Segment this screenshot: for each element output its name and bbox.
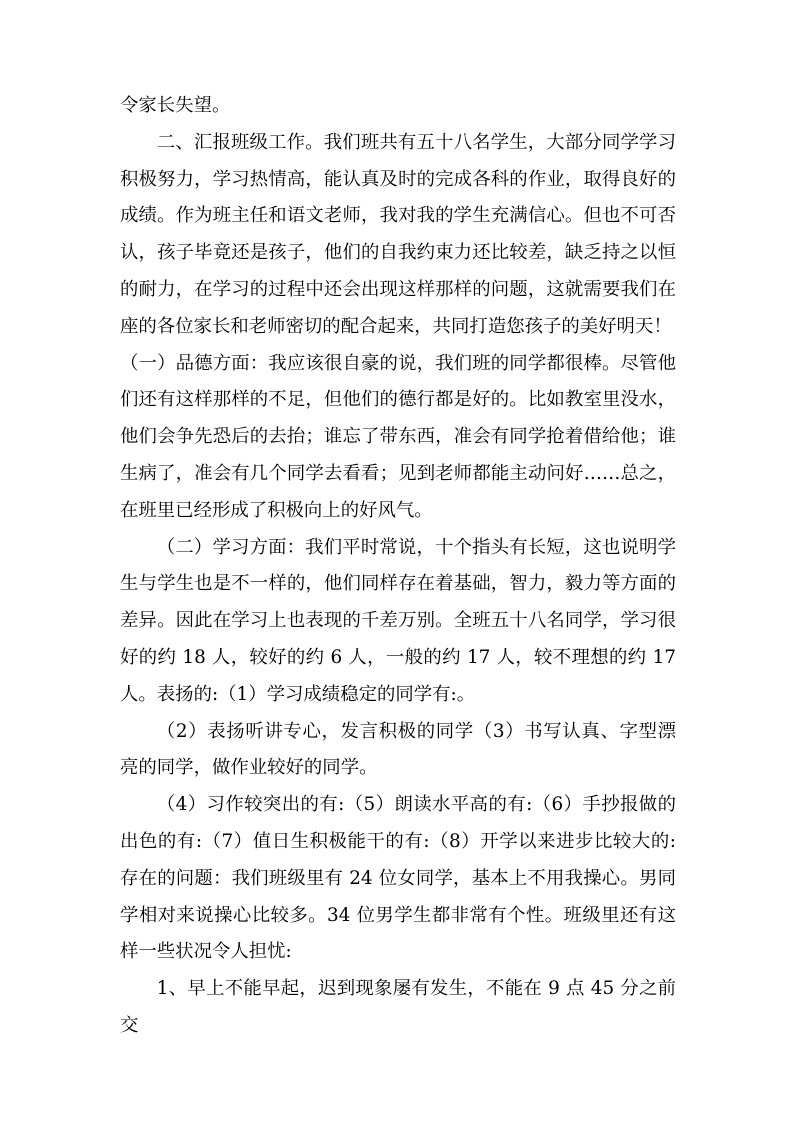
paragraph-2: 二、汇报班级工作。我们班共有五十八名学生，大部分同学学习积极努力，学习热情高，能认真及时的完成各科的作业，取得良好的成绩。作为班主任和语文老师，我对我的学生充满信心。但也不可否认，孩子毕竟还是孩子，他们的自我约束力还比较差，缺乏持之以恒的耐力，在学习的过程中还会出现这样那样的问题，这就需要我们在座的各位家长和老师密切的配合起来，共同打造您孩子的美好明天！	[120, 131, 676, 337]
paragraph-7: 1、早上不能早起，迟到现象屡有发生，不能在 9 点 45 分之前交	[120, 978, 676, 1036]
paragraph-5: （2）表扬听讲专心，发言积极的同学（3）书写认真、字型漂亮的同学，做作业较好的同学。	[120, 720, 676, 779]
paragraph-6: （4）习作较突出的有:（5）朗读水平高的有:（6）手抄报做的出色的有:（7）值日生积极能干的有:（8）开学以来进步比较大的:存在的问题：我们班级里有 24 位女同学，基本上不用我操心。男同学相对来说操心比较多。34 位男学生都非常有个性。班级里还有这样一些状况令人担忧:	[120, 794, 676, 963]
paragraph-3: （一）品德方面：我应该很自豪的说，我们班的同学都很棒。尽管他们还有这样那样的不足，但他们的德行都是好的。比如教室里没水，他们会争先恐后的去抬；谁忘了带东西，准会有同学抢着借给他；谁生病了，准会有几个同学去看看；见到老师都能主动问好……总之，在班里已经形成了积极向上的好风气。	[120, 352, 676, 521]
document-page	[120, 88, 676, 1045]
paragraph-1: 令家长失望。	[120, 95, 231, 116]
paragraph-4: （二）学习方面：我们平时常说，十个指头有长短，这也说明学生与学生也是不一样的，他们同样存在着基础，智力，毅力等方面的差异。因此在学习上也表现的千差万别。全班五十八名同学，学习很好的约 18 人，较好的约 6 人，一般的约 17 人，较不理想的约 17 人。表扬的:（1）学习成绩稳定的同学有:。	[120, 536, 676, 705]
